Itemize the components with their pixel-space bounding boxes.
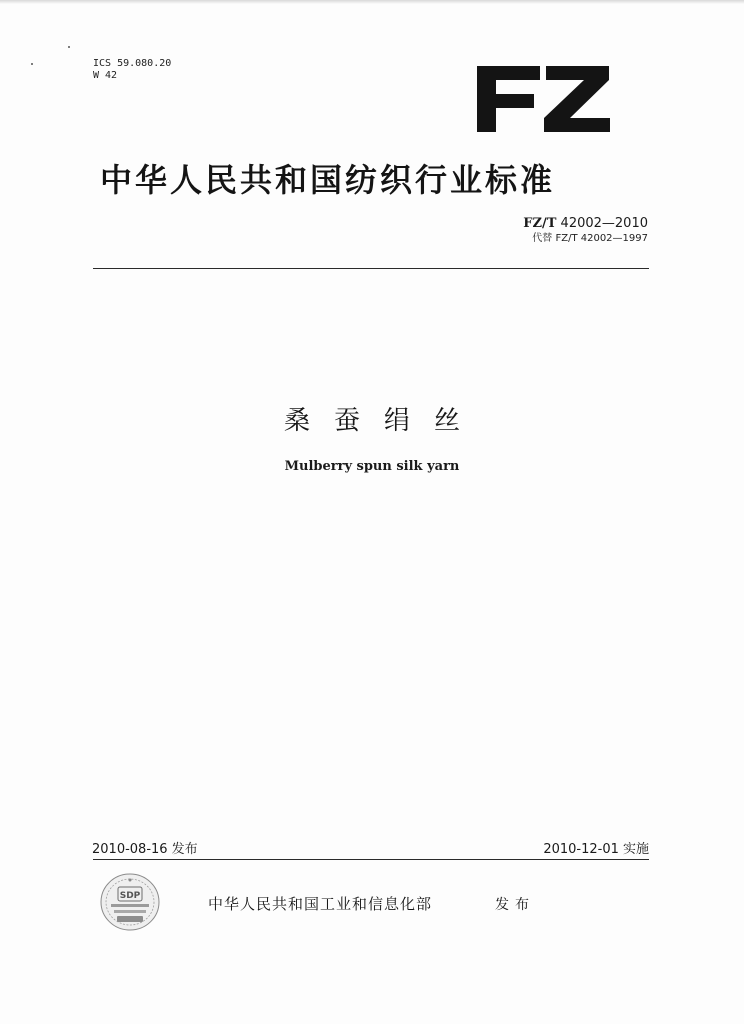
footer-divider [93,859,649,860]
standard-number-block [523,216,648,245]
ccs-code: W 42 [93,70,118,81]
fz-logo [474,60,614,136]
issuing-authority: 中华人民共和国工业和信息化部 [208,895,433,913]
implementation-date: 2010-12-01 实施 [543,842,649,857]
standard-number-prefix: FZ/T [523,216,557,231]
replaces-standard: 代替 FZ/T 42002—1997 [532,233,648,244]
scan-speck [31,63,33,65]
standard-number: 42002—2010 [560,216,648,231]
header-divider [93,268,649,269]
scan-edge [0,0,744,4]
anti-counterfeit-seal-icon [99,872,161,932]
standard-category-title: 中华人民共和国纺织行业标准 [100,161,556,199]
classification-codes [93,58,171,82]
document-title-chinese: 桑蚕绢丝 [283,406,484,436]
svg-text:SDP: SDP [119,891,141,901]
issue-date: 2010-08-16 发布 [92,842,198,857]
ics-code: ICS 59.080.20 [93,58,172,69]
issue-action: 发布 [495,897,535,913]
scan-speck [68,46,70,48]
document-title-english: Mulberry spun silk yarn [284,459,460,474]
